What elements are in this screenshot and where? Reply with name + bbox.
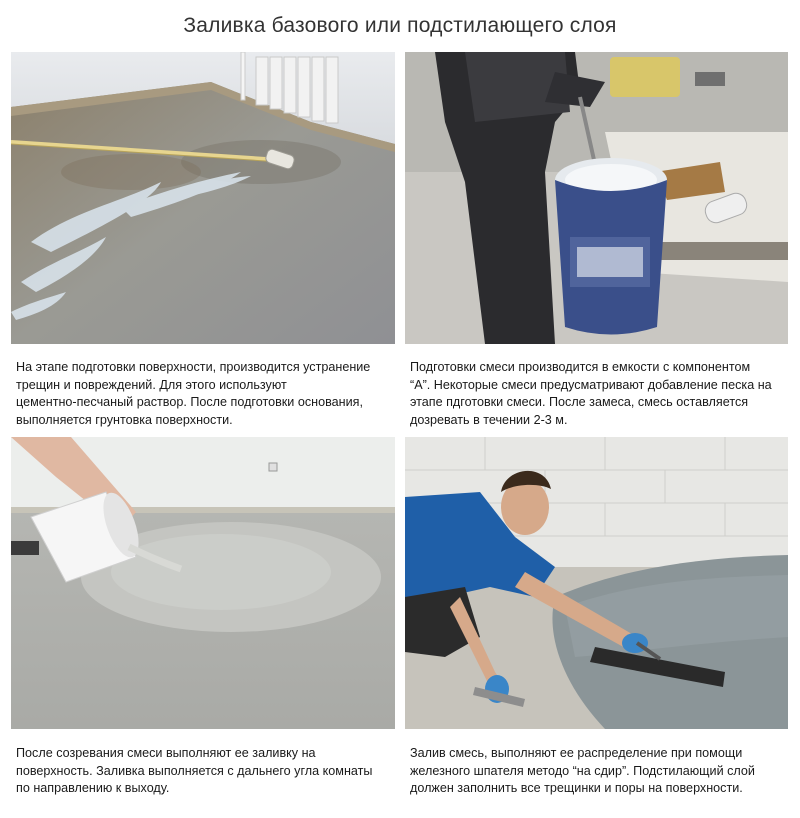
caption-line: железного шпателя методо “на сдир”. Подстилающий слой [410,763,755,778]
caption-line: “А”. Некоторые смеси предусматривают добавление песка на [410,377,772,392]
pouring-bucket-photo [11,437,395,729]
caption-line: цементно-песчаный раствор. После подготовки основания, [16,395,363,409]
caption-line: трещин и повреждений. Для этого используют [16,377,287,392]
caption-line: Залив смесь, выполняют ее распределение при помощи [410,746,743,760]
page-title: Заливка базового или подстилающего слоя [183,14,617,37]
caption-line: этапе пдготовки смеси. После замеса, смесь оставляется [410,395,749,409]
caption-line: дозревать в течении 2-3 м. [410,412,568,427]
caption-line: После созревания смеси выполняют ее заливку на [16,746,316,760]
caption-step-1 [16,359,370,429]
spreading-trowel-photo [405,437,788,729]
floor-roller-primer-photo [11,52,395,344]
caption-line: по направлению к выходу. [16,781,170,795]
caption-line: Подготовки смеси производится в емкости с компонентом [410,360,751,374]
mixing-bucket-photo [405,52,788,344]
caption-step-4 [410,745,755,798]
caption-line: На этапе подготовки поверхности, производится устранение [16,360,371,374]
caption-step-3 [16,745,372,798]
caption-line: поверхность. Заливка выполняется с дальнего угла комнаты [16,763,373,778]
caption-step-2 [410,359,772,429]
caption-line: должен заполнить все трещинки и поры на поверхности. [410,781,743,795]
caption-line: выполняется грунтовка поверхности. [16,412,233,427]
